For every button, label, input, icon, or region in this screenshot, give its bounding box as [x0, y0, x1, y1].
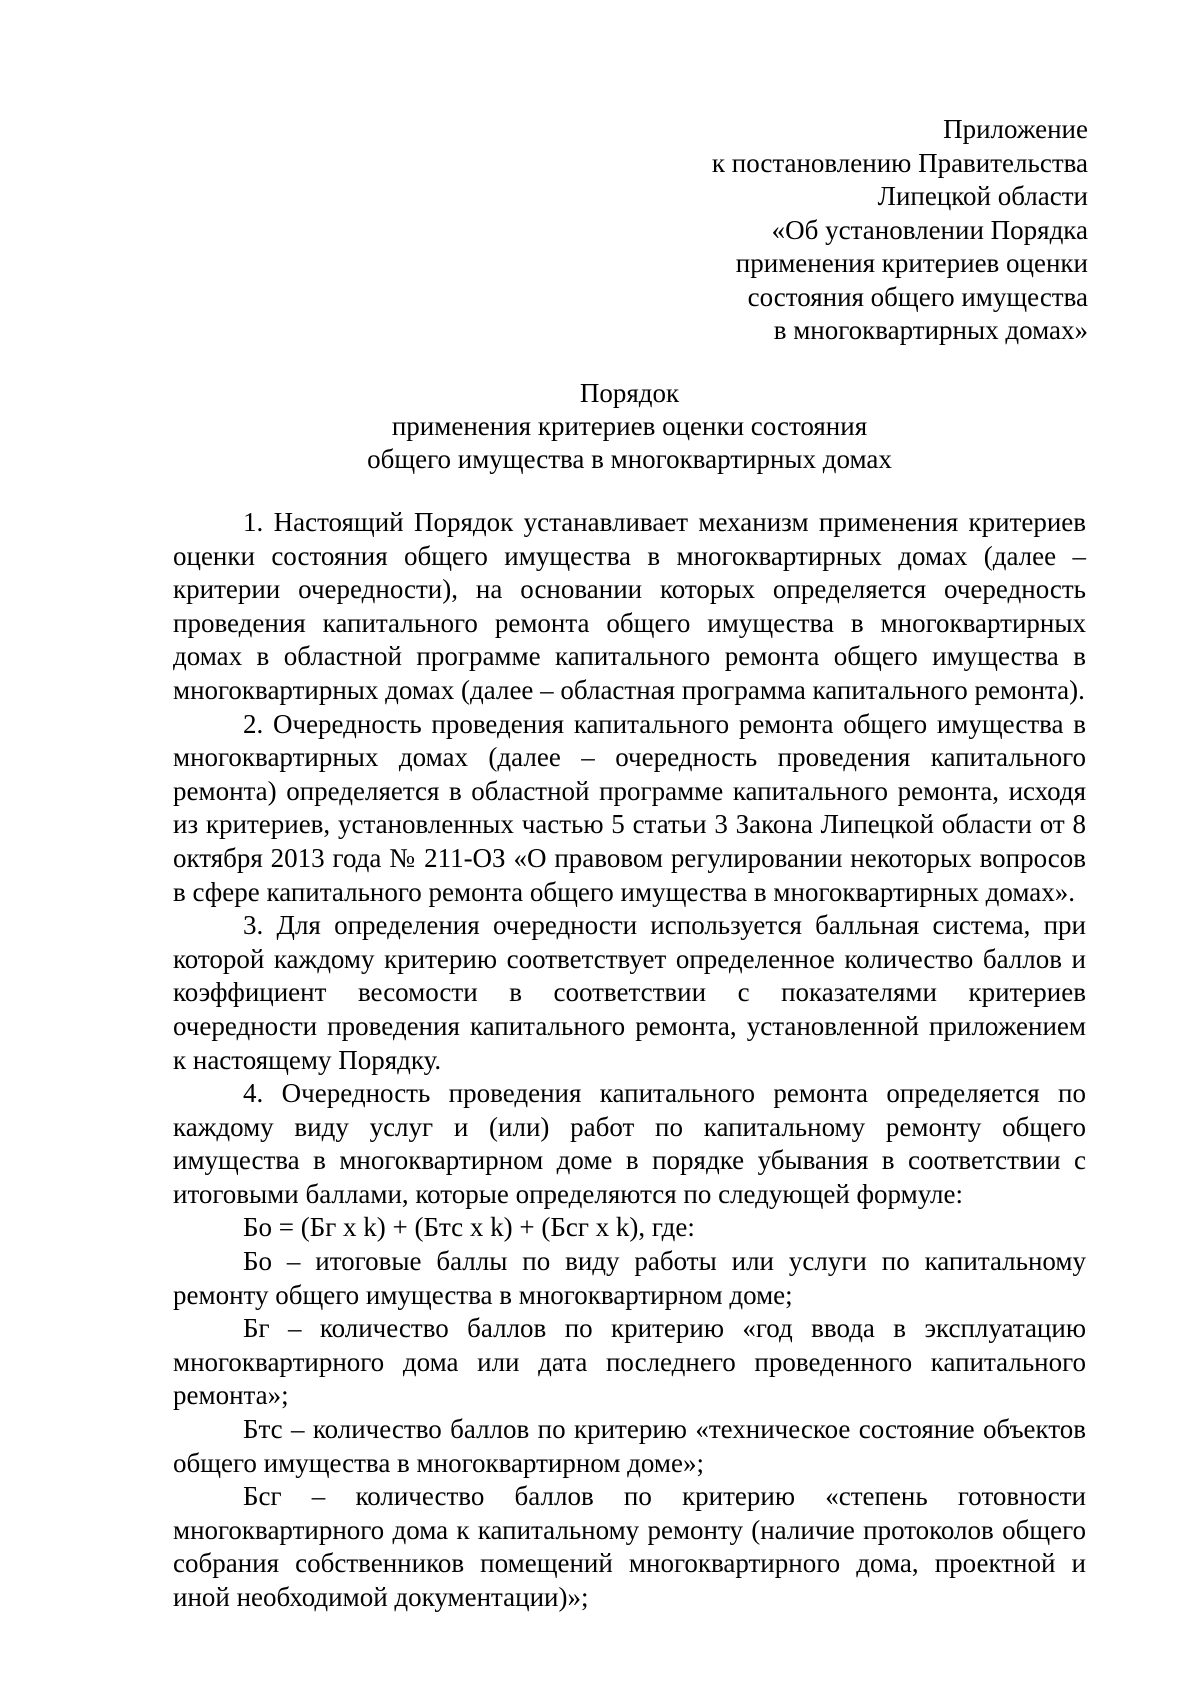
document-body — [173, 506, 1086, 1615]
appendix-line: «Об установлении Порядка — [771, 214, 1088, 245]
title-line: Порядок — [579, 378, 680, 408]
paragraph-1: 1. Настоящий Порядок устанавливает механизм применения критериев оценки состояния общего имущества в многоквартирных домах (далее – критерии очередности), на основании которых определяется очередность проведения капитального ремонта общего имущества в многоквартирных домах в областной программе капитального ремонта общего имущества в многоквартирных домах (далее – областная программа капитального ремонта). — [173, 507, 1086, 705]
appendix-line: в многоквартирных домах» — [773, 315, 1088, 345]
appendix-line: к постановлению Правительства — [711, 147, 1088, 178]
appendix-line: применения критериев оценки — [735, 248, 1088, 278]
definition-bo: Бо – итоговые баллы по виду работы или услуги по капитальному ремонту общего имущества в многоквартирном доме; — [173, 1246, 1086, 1310]
definition-bsg: Бсг – количество баллов по критерию «степень готовности многоквартирного дома к капитальному ремонту (наличие протоколов общего собрания собственников помещений многоквартирного дома, проектной и иной необходимой документации)»; — [173, 1481, 1086, 1612]
title-line: применения критериев оценки состояния — [391, 411, 868, 441]
formula-line: Бо = (Бг x k) + (Бтс x k) + (Бсг x k), где: — [243, 1212, 695, 1243]
paragraph-2: 2. Очередность проведения капитального ремонта общего имущества в многоквартирных домах (далее – очередность проведения капитального ремонта) определяется в областной программе капитального ремонта, исходя из критериев, установленных частью 5 статьи 3 Закона Липецкой области от 8 октября 2013 года № 211-ОЗ «О правовом регулировании некоторых вопросов в сфере капитального ремонта общего имущества в многоквартирных домах». — [173, 708, 1086, 907]
appendix-line: состояния общего имущества — [747, 281, 1088, 312]
appendix-line: Липецкой области — [877, 181, 1088, 211]
document-title — [173, 377, 1086, 476]
definition-bts: Бтс – количество баллов по критерию «техническое состояние объектов общего имущества в многоквартирном доме»; — [173, 1414, 1086, 1478]
appendix-header — [528, 113, 1088, 348]
appendix-line: Приложение — [943, 114, 1088, 144]
paragraph-4: 4. Очередность проведения капитального ремонта определяется по каждому виду услуг и (или) работ по капитальному ремонту общего имущества в многоквартирном доме в порядке убывания в соответствии с итоговыми баллами, которые определяются по следующей формуле: — [173, 1078, 1086, 1209]
title-line: общего имущества в многоквартирных домах — [367, 444, 892, 474]
paragraph-3: 3. Для определения очередности используется балльная система, при которой каждому критерию соответствует определенное количество баллов и коэффициент весомости в соответствии с показателями критериев очередности проведения капитального ремонта, установленной приложением к настоящему Порядку. — [173, 910, 1086, 1075]
definition-bg: Бг – количество баллов по критерию «год ввода в эксплуатацию многоквартирного дома или дата последнего проведенного капитального ремонта»; — [173, 1313, 1086, 1411]
